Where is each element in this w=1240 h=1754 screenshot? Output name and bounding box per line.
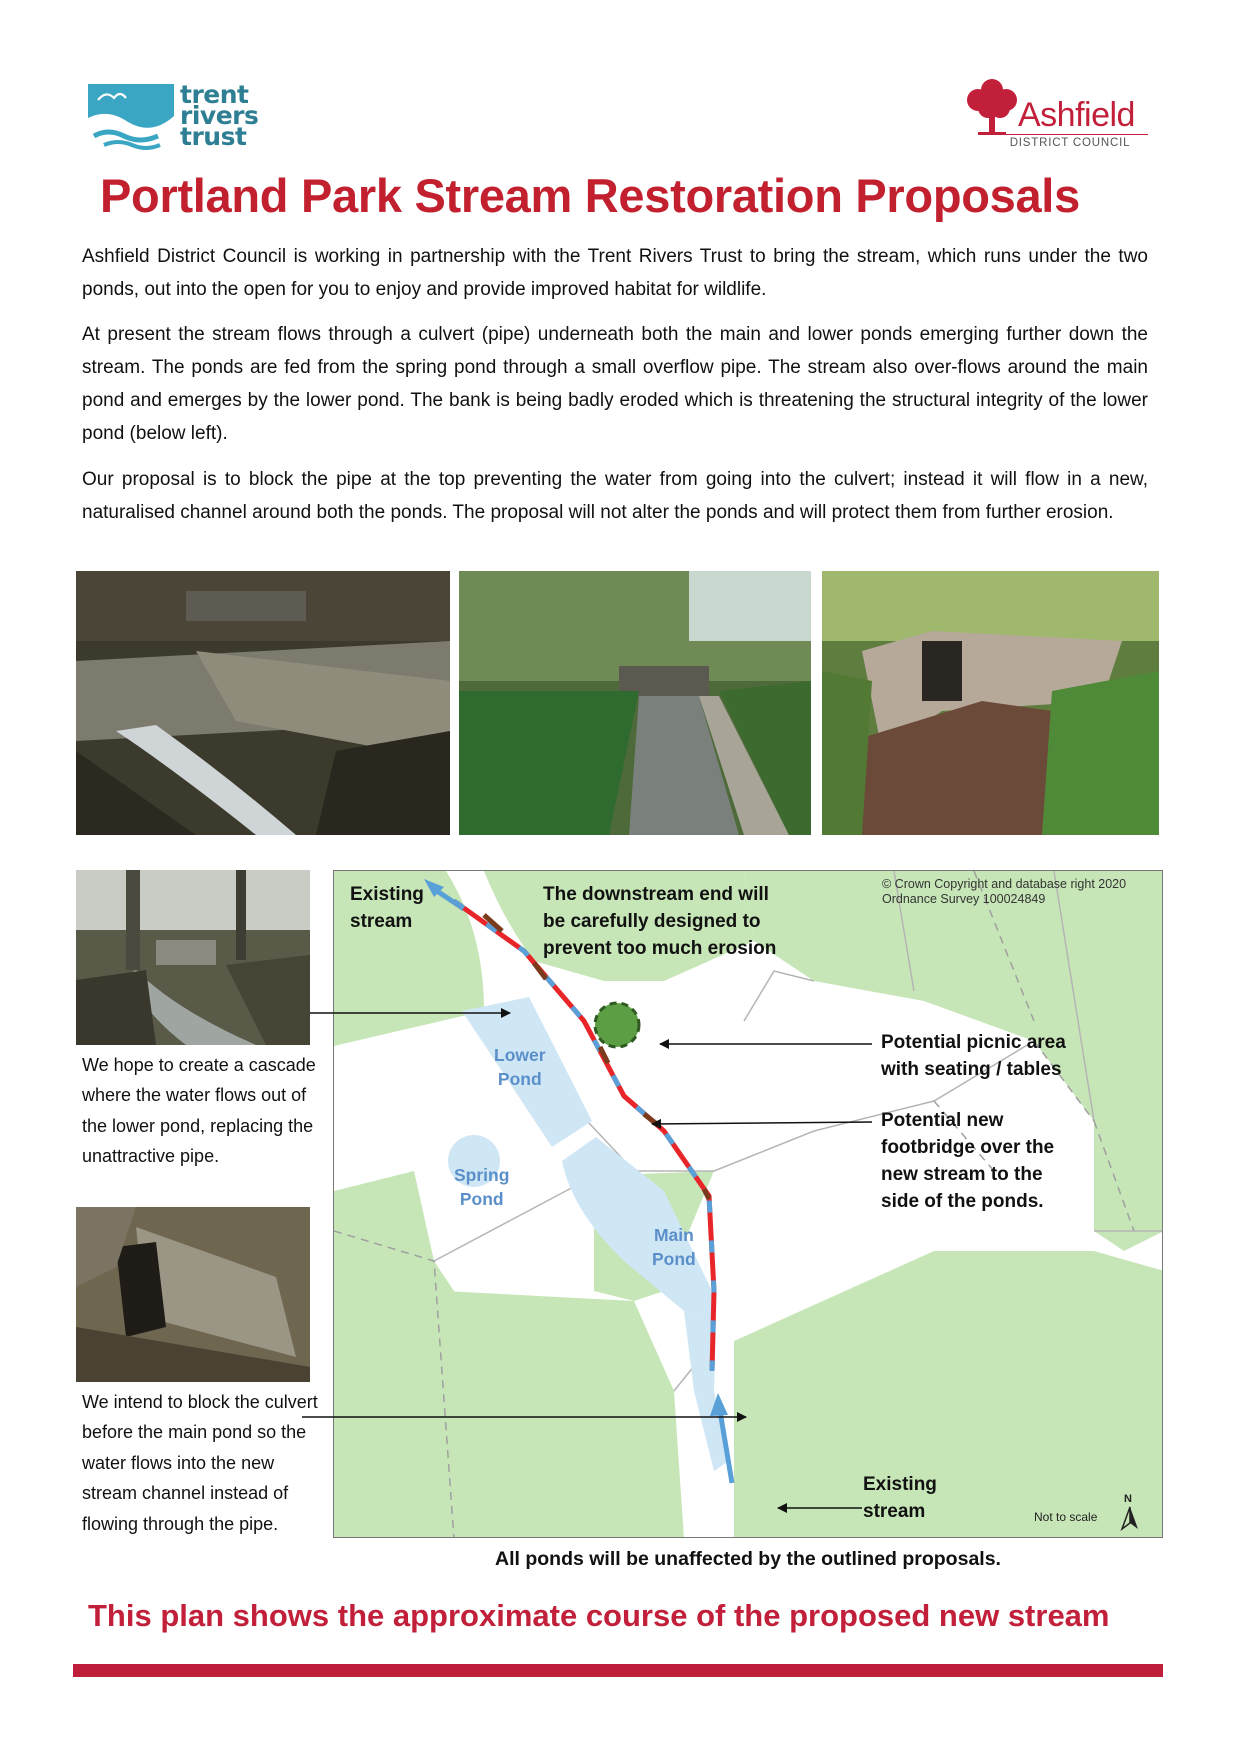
photo-culvert-entrance <box>76 1207 310 1382</box>
picnic-area-marker <box>595 1003 639 1047</box>
current-situation-paragraph: At present the stream flows through a culvert (pipe) underneath both the main and lower ponds emerging further down the stream. The ponds are fed from the spring pond through a small overflow pipe. The stream also over-flows around the main pond and emerges by the lower pond. The bank is being badly eroded which is threatening the structural integrity of the lower pond (below left). <box>82 324 1148 444</box>
cascade-caption: We hope to create a cascade where the water flows out of the lower pond, replacing the unattractive pipe. <box>82 1055 316 1167</box>
photo-lower-pond-pipe <box>76 870 310 1045</box>
ashfield-name: Ashfield <box>1018 96 1135 134</box>
trent-rivers-trust-wordmark <box>180 80 276 151</box>
trt-word-1: trent <box>180 80 249 109</box>
main-pond-label: Main Pond <box>652 1225 696 1269</box>
lower-pond-label: Lower Pond <box>494 1045 546 1089</box>
map-copyright: © Crown Copyright and database right 2020 Ordnance Survey 100024849 <box>882 877 1127 906</box>
trent-rivers-trust-logo <box>88 80 268 156</box>
picnic-area-label: Potential picnic area with seating / tables <box>881 1032 1066 1080</box>
page-title: Portland Park Stream Restoration Proposals <box>100 169 1080 222</box>
stream-plan-map <box>333 870 1163 1538</box>
footer-bar <box>73 1664 1163 1677</box>
plan-caption: This plan shows the approximate course of the proposed new stream <box>88 1598 1110 1633</box>
proposal-paragraph: Our proposal is to block the pipe at the top preventing the water from going into the culvert; instead it will flow in a new, naturalised channel around both the ponds. The proposal will not alter the ponds and will protect them from further erosion. <box>82 469 1148 523</box>
trent-rivers-trust-mark-icon <box>88 84 176 150</box>
map-note: All ponds will be unaffected by the outlined proposals. <box>495 1548 1001 1570</box>
photo-lower-pond-channel <box>459 571 811 835</box>
spring-pond-label: Spring Pond <box>454 1165 510 1209</box>
ashfield-district-council-logo <box>964 76 1154 152</box>
district-council-subtitle: DISTRICT COUNCIL <box>992 134 1148 149</box>
existing-stream-label-bottom: Existing stream <box>863 1474 937 1522</box>
intro-paragraph: Ashfield District Council is working in partnership with the Trent Rivers Trust to bring the stream, which runs under the two ponds, out into the open for you to enjoy and provide improved habitat for wildlife. <box>82 246 1148 300</box>
existing-stream-label-top: Existing stream <box>350 884 424 932</box>
photo-eroded-bank <box>76 571 450 835</box>
north-arrow-icon: N <box>1124 1493 1140 1531</box>
trt-word-2: rivers <box>180 101 259 130</box>
not-to-scale-label: Not to scale <box>1034 1510 1098 1524</box>
trt-word-3: trust <box>180 122 247 151</box>
tree-icon <box>964 76 1020 136</box>
downstream-note: The downstream end will be carefully designed to prevent too much erosion <box>543 884 777 959</box>
north-compass-icon <box>1120 1505 1140 1531</box>
photo-culvert-outlet <box>822 571 1159 835</box>
culvert-caption: We intend to block the culvert before the main pond so the water flows into the new stream channel instead of flowing through the pipe. <box>82 1392 318 1534</box>
footbridge-label: Potential new footbridge over the new stream to the side of the ponds. <box>881 1110 1055 1212</box>
